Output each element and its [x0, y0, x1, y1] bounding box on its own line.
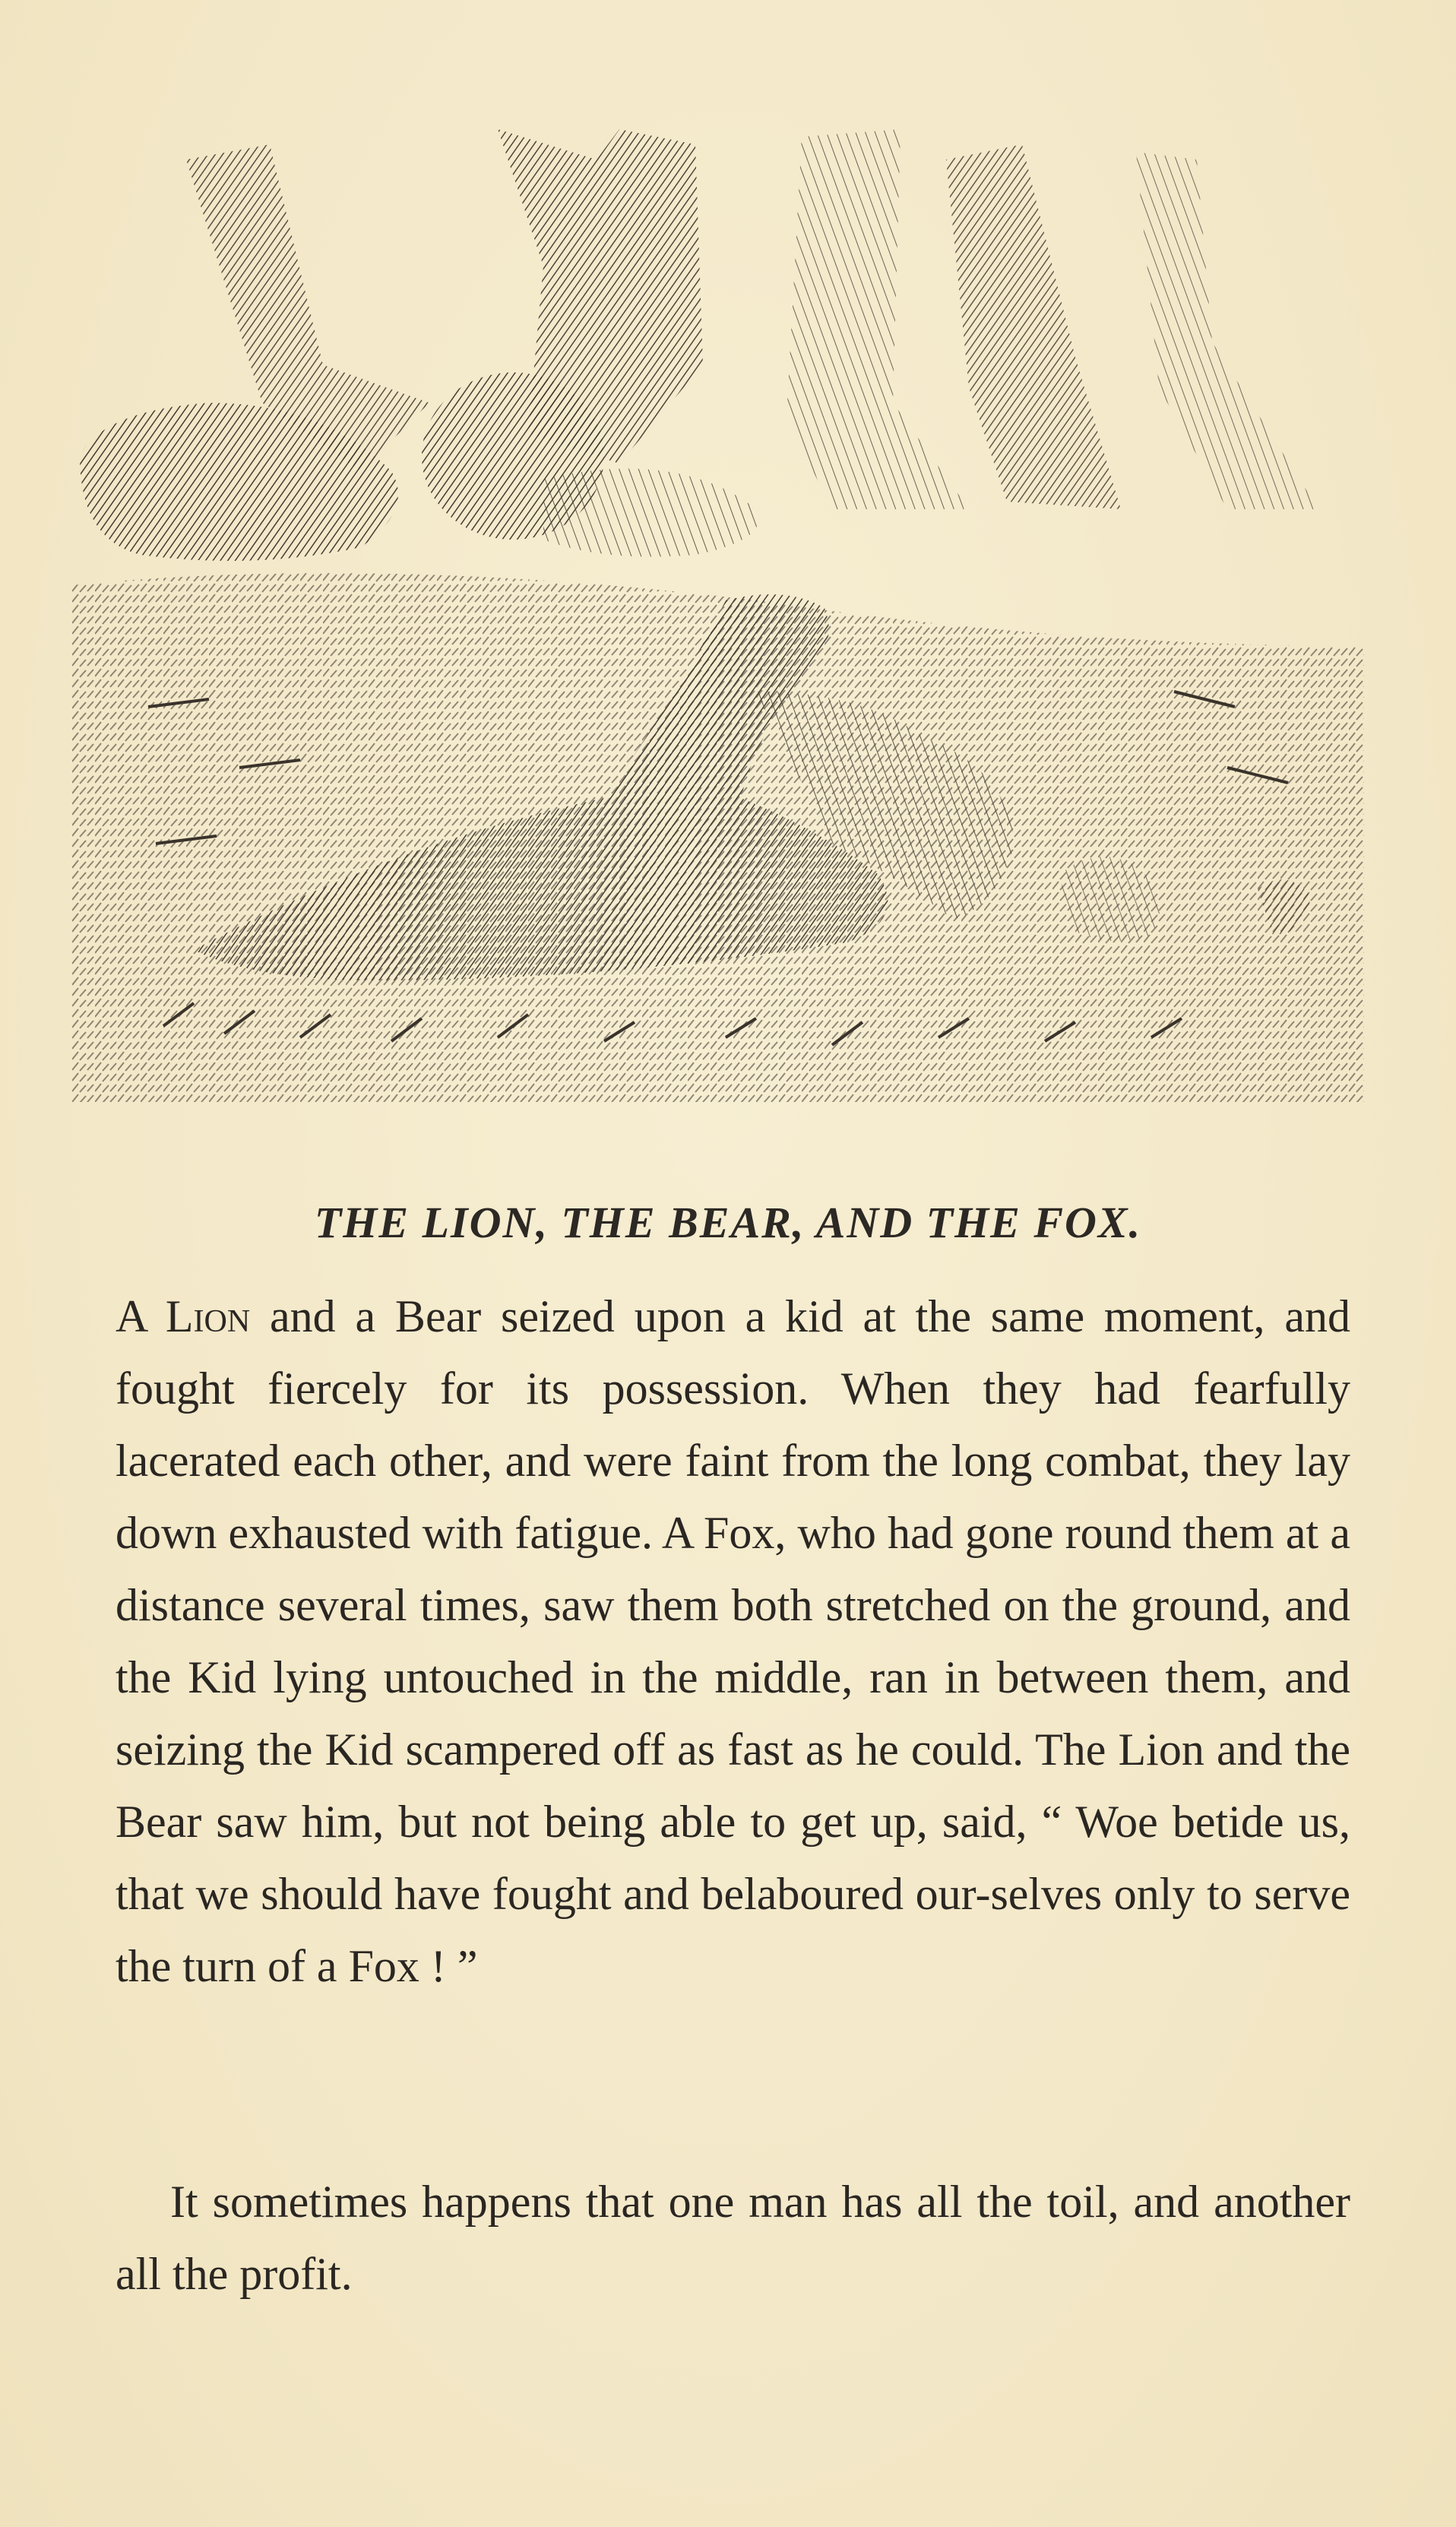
fable-moral: It sometimes happens that one man has all the toil, and another all the profit.	[116, 2177, 1350, 2299]
fable-body	[116, 1281, 1350, 2003]
engraving-lion-bear-fox-icon	[72, 114, 1364, 1102]
engraving-illustration	[72, 114, 1364, 1102]
fable-paragraph	[116, 1281, 1350, 2003]
fable-title: THE LION, THE BEAR, AND THE FOX.	[314, 1198, 1142, 1247]
drop-word: A	[116, 1291, 147, 1341]
fable-text: and a Bear seized upon a kid at the same moment, and fought fiercely for its possession. When they had fearfully lacerated each other, and were faint from the long combat, they lay down exhausted with fatigue. A Fox, who had gone round them at a distance several times, saw them both stretched on the ground, and the Kid lying untouched in the middle, ran in between them, and seizing the Kid scampered off as fast as he could. The Lion and the Bear saw him, but not being able to get up, said, “ Woe betide us, that we should have fought and belaboured our-selves only to serve the turn of a Fox ! ”	[116, 1291, 1350, 1991]
lead-word: Lion	[165, 1291, 251, 1341]
